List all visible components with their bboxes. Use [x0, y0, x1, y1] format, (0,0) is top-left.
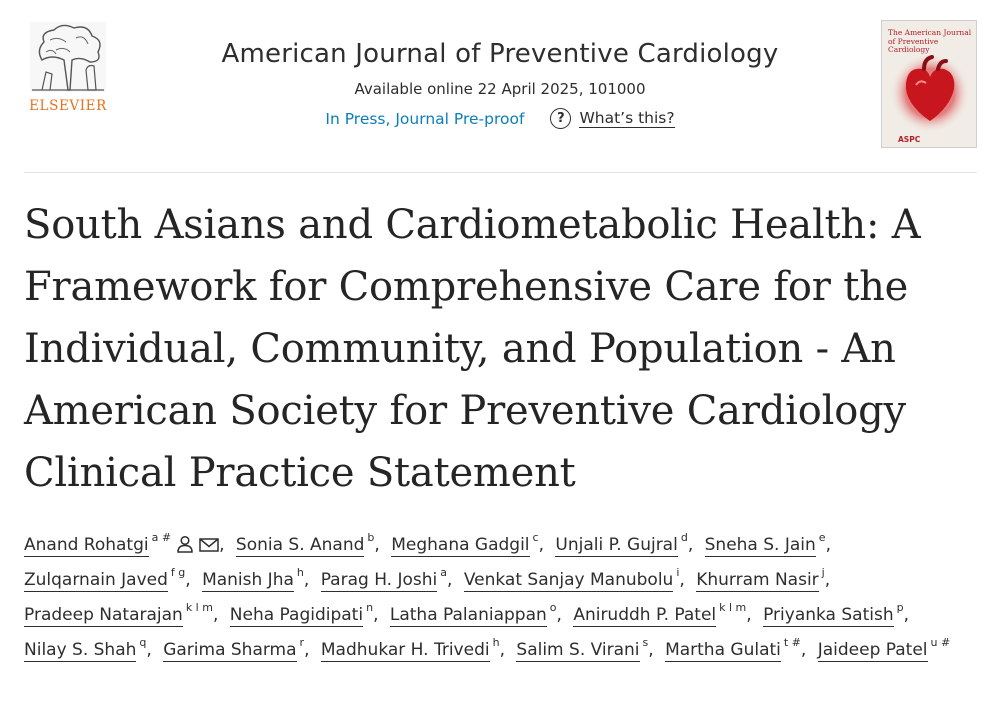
article-status-link[interactable]: In Press, Journal Pre-proof [325, 109, 525, 128]
author-name-link[interactable]: Latha Palaniappan [389, 605, 547, 625]
author-name-link[interactable]: Zulqarnain Javed [24, 570, 168, 590]
author-item [229, 601, 374, 625]
author-item [24, 636, 147, 660]
person-icon[interactable] [176, 535, 194, 553]
cover-title: The American Journal of Preventive Cardiology [888, 28, 972, 54]
author-separator: , [824, 570, 831, 590]
author-name-link[interactable]: Meghana Gadgil [391, 535, 530, 555]
email-icon[interactable] [199, 537, 219, 553]
author-item [320, 566, 448, 590]
author-affiliation[interactable]: c [532, 531, 539, 545]
author-affiliation[interactable]: h [492, 636, 500, 650]
author-affiliation[interactable]: s [642, 636, 649, 650]
author-item [665, 636, 801, 660]
author-item [704, 531, 826, 555]
author-name-link[interactable]: Khurram Nasir [696, 570, 819, 590]
author-affiliation[interactable]: q [139, 636, 147, 650]
author-name-link[interactable]: Sneha S. Jain [704, 535, 816, 555]
author-affiliation[interactable]: i [676, 566, 680, 580]
author-name-link[interactable]: Anand Rohatgi [24, 535, 149, 555]
author-separator: , [219, 535, 225, 555]
author-item [696, 566, 825, 590]
author-separator: , [146, 640, 152, 660]
cover-society-logo: ASPC [898, 135, 921, 144]
heart-icon [888, 49, 972, 133]
author-item [163, 636, 305, 660]
journal-header [0, 0, 1000, 173]
author-affiliation[interactable]: f g [170, 566, 186, 580]
author-separator: , [373, 605, 379, 625]
author-name-link[interactable]: Garima Sharma [163, 640, 297, 660]
author-separator: , [447, 570, 453, 590]
author-affiliation[interactable]: e [818, 531, 826, 545]
author-item [516, 636, 649, 660]
author-name-link[interactable]: Venkat Sanjay Manubolu [463, 570, 674, 590]
author-affiliation[interactable]: t # [783, 636, 801, 650]
author-affiliation[interactable]: j [821, 566, 825, 580]
publisher-logo[interactable] [22, 20, 114, 118]
article-status-row [140, 108, 860, 129]
whats-this-button[interactable] [550, 108, 674, 129]
availability-text: Available online 22 April 2025, 101000 [354, 80, 646, 98]
author-affiliation[interactable]: a # [151, 531, 172, 545]
journal-title-link[interactable]: American Journal of Preventive Cardiology [221, 39, 779, 69]
author-item [24, 601, 213, 625]
author-separator: , [903, 605, 909, 625]
author-name-link[interactable]: Salim S. Virani [516, 640, 640, 660]
author-separator: , [687, 535, 694, 555]
article-title: South Asians and Cardiometabolic Health: A Framework for Comprehensive Care for the Individual, Community, and Population - An American Society for Preventive Cardiology Clinical Practice Statement [24, 202, 921, 496]
author-item [391, 531, 539, 555]
author-item [763, 601, 904, 625]
author-affiliation[interactable]: b [367, 531, 375, 545]
author-name-link[interactable]: Unjali P. Gujral [555, 535, 678, 555]
author-separator: , [499, 640, 505, 660]
author-affiliation[interactable]: r [299, 636, 305, 650]
author-affiliation[interactable]: d [680, 531, 688, 545]
author-name-link[interactable]: Priyanka Satish [763, 605, 894, 625]
author-affiliation[interactable]: k l m [185, 601, 213, 615]
author-item [389, 601, 557, 625]
journal-cover-image[interactable] [881, 20, 977, 148]
author-affiliation[interactable]: a [440, 566, 448, 580]
author-name-link[interactable]: Pradeep Natarajan [24, 605, 183, 625]
author-affiliation[interactable]: h [296, 566, 304, 580]
header-divider [24, 172, 977, 173]
author-separator: , [538, 535, 544, 555]
author-name-link[interactable]: Parag H. Joshi [320, 570, 438, 590]
author-name-link[interactable]: Neha Pagidipati [229, 605, 364, 625]
author-name-link[interactable]: Madhukar H. Trivedi [320, 640, 490, 660]
author-affiliation[interactable]: u # [930, 636, 951, 650]
author-item [817, 636, 951, 660]
author-name-link[interactable]: Jaideep Patel [817, 640, 928, 660]
author-separator: , [556, 605, 562, 625]
publisher-name: ELSEVIER [29, 98, 107, 114]
author-item [463, 566, 680, 590]
author-item [24, 531, 219, 555]
author-separator: , [825, 535, 831, 555]
author-item [555, 531, 688, 555]
author-name-link[interactable]: Martha Gulati [665, 640, 781, 660]
author-item [202, 566, 304, 590]
author-separator: , [304, 640, 310, 660]
author-separator: , [374, 535, 380, 555]
author-name-link[interactable]: Manish Jha [202, 570, 294, 590]
author-affiliation[interactable]: k l m [719, 601, 747, 615]
author-separator: , [800, 640, 807, 660]
author-separator: , [746, 605, 752, 625]
author-separator: , [212, 605, 219, 625]
author-affiliation[interactable]: p [896, 601, 904, 615]
author-name-link[interactable]: Sonia S. Anand [235, 535, 365, 555]
author-affiliation[interactable]: n [366, 601, 374, 615]
author-item [573, 601, 747, 625]
author-separator: , [185, 570, 191, 590]
author-item [320, 636, 500, 660]
whats-this-label: What’s this? [579, 109, 675, 127]
author-item [24, 566, 186, 590]
author-list [24, 528, 984, 668]
author-item [235, 531, 375, 555]
author-separator: , [679, 570, 685, 590]
journal-info [140, 34, 860, 129]
help-circle-icon: ? [550, 108, 571, 129]
author-separator: , [303, 570, 310, 590]
author-separator: , [648, 640, 654, 660]
author-name-link[interactable]: Nilay S. Shah [24, 640, 137, 660]
author-affiliation[interactable]: o [549, 601, 557, 615]
author-name-link[interactable]: Aniruddh P. Patel [573, 605, 717, 625]
elsevier-tree-icon [22, 20, 114, 96]
